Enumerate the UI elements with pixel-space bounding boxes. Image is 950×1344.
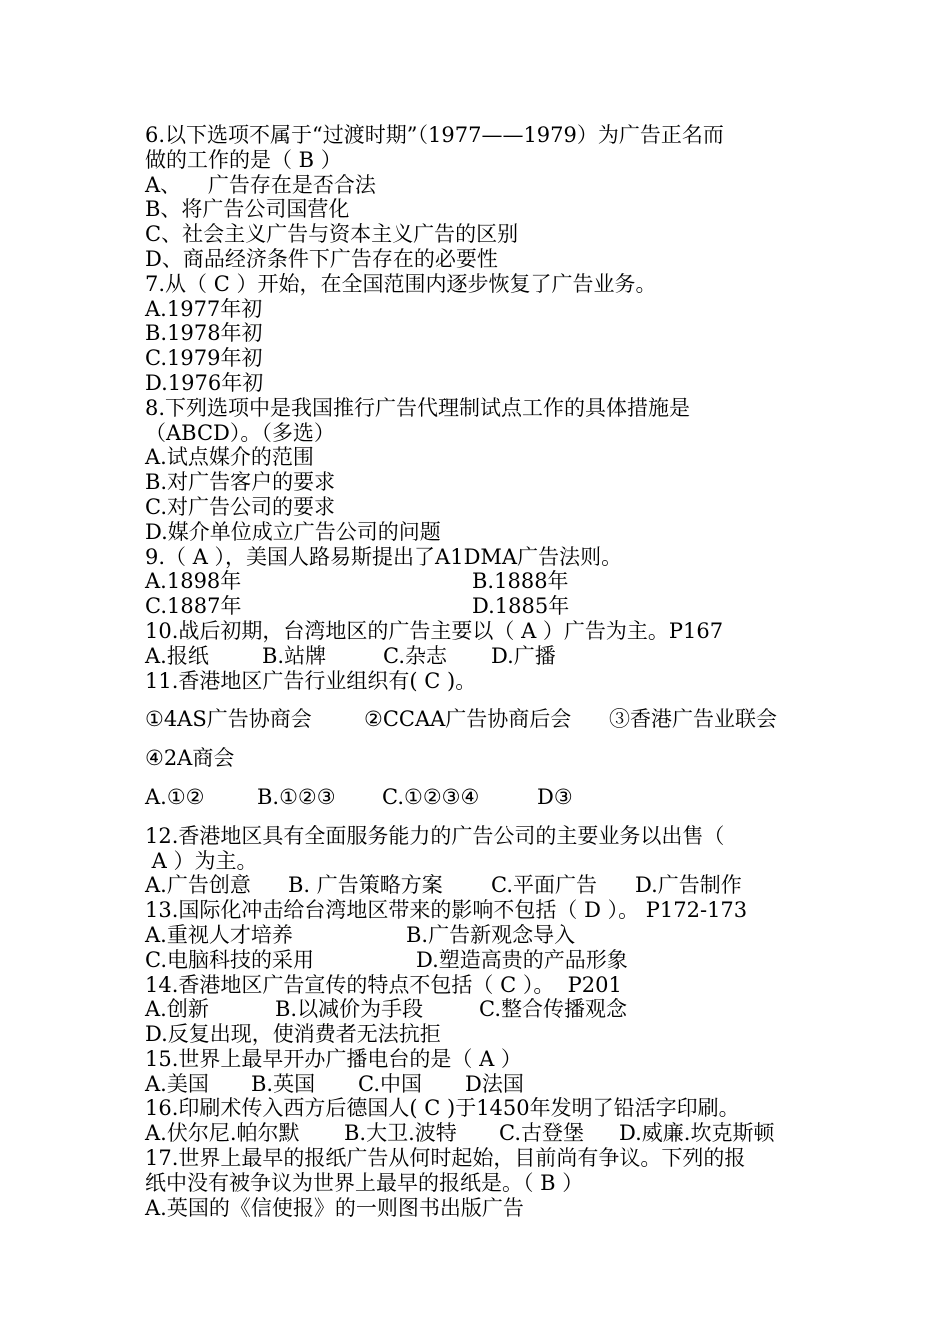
q16-option-b: B.大卫.波特: [344, 1121, 457, 1146]
q9-option-a: A.1898年: [145, 569, 242, 594]
spacer: [145, 693, 825, 707]
q8-option-b: B.对广告客户的要求: [145, 470, 336, 495]
q14-stem: 14.香港地区广告宣传的特点不包括（ C ）。 P201: [145, 972, 622, 997]
q13-options-row1: [145, 923, 825, 948]
q12-option-b: B. 广告策略方案: [288, 873, 443, 898]
q11-option-d: D③: [537, 784, 573, 809]
q11-items-row1: [145, 707, 825, 732]
q12-option-d: D.广告制作: [635, 873, 742, 898]
q16-stem: 16.印刷术传入西方后德国人( C )于1450年发明了铅活字印刷。: [145, 1096, 740, 1121]
q15-option-c: C.中国: [358, 1071, 422, 1096]
q13-option-b: B.广告新观念导入: [406, 922, 576, 947]
q6-option-c: C、社会主义广告与资本主义广告的区别: [145, 222, 519, 247]
q17-stem-line2: 纸中没有被争议为世界上最早的报纸是。（ B ）: [145, 1170, 584, 1195]
q12-stem-line1: 12.香港地区具有全面服务能力的广告公司的主要业务以出售（: [145, 823, 725, 848]
q12-option-c: C.平面广告: [491, 873, 597, 898]
q17-option-a: A.英国的《信使报》的一则图书出版广告: [145, 1195, 524, 1220]
q7-option-d: D.1976年初: [145, 370, 264, 395]
q11-item-3: ③香港广告业联会: [609, 707, 777, 732]
q9-options-row2: [145, 594, 825, 619]
q10-option-d: D.广播: [491, 643, 556, 668]
q15-options: [145, 1072, 825, 1097]
q13-option-d: D.塑造高贵的产品形象: [416, 947, 628, 972]
q10-option-c: C.杂志: [383, 643, 447, 668]
spacer: [145, 732, 825, 746]
q16-option-a: A.伏尔尼.帕尔默: [145, 1121, 300, 1146]
q15-option-d: D法国: [465, 1071, 524, 1096]
spacer: [145, 771, 825, 785]
q11-item-2: ②CCAA广告协商后会: [364, 707, 572, 732]
q13-stem: 13.国际化冲击给台湾地区带来的影响不包括（ D ）。 P172-173: [145, 898, 748, 923]
q7-option-c: C.1979年初: [145, 346, 263, 371]
q9-stem: 9.（ A ），美国人路易斯提出了A1DMA广告法则。: [145, 544, 623, 569]
q11-option-a: A.①②: [145, 784, 205, 809]
q7-stem: 7.从（ C ）开始，在全国范围内逐步恢复了广告业务。: [145, 271, 657, 296]
q14-option-c: C.整合传播观念: [479, 997, 627, 1022]
q15-option-b: B.英国: [251, 1071, 316, 1096]
q10-stem: 10.战后初期，台湾地区的广告主要以（ A ）广告为主。P167: [145, 618, 724, 643]
q16-options: [145, 1121, 825, 1146]
q15-option-a: A.美国: [145, 1071, 209, 1096]
q8-option-a: A.试点媒介的范围: [145, 445, 314, 470]
q7-option-a: A.1977年初: [145, 296, 263, 321]
spacer: [145, 810, 825, 824]
q13-option-a: A.重视人才培养: [145, 922, 293, 947]
q10-option-b: B.站牌: [262, 643, 327, 668]
q8-stem-line2: （ABCD）。（多选）: [145, 420, 335, 445]
q8-stem-line1: 8.下列选项中是我国推行广告代理制试点工作的具体措施是: [145, 395, 691, 420]
q10-option-a: A.报纸: [145, 643, 209, 668]
q14-option-a: A.创新: [145, 997, 209, 1022]
q12-options: [145, 873, 825, 898]
q9-option-c: C.1887年: [145, 594, 242, 619]
q9-options-row1: [145, 569, 825, 594]
q6-option-d: D、商品经济条件下广告存在的必要性: [145, 246, 498, 271]
q11-option-b: B.①②③: [257, 784, 336, 809]
q9-option-d: D.1885年: [472, 594, 570, 619]
q16-option-c: C.古登堡: [499, 1121, 584, 1146]
question-list: [145, 123, 825, 1220]
q15-stem: 15.世界上最早开办广播电台的是（ A ）: [145, 1046, 522, 1071]
q7-option-b: B.1978年初: [145, 321, 263, 346]
q12-stem-line2: A ）为主。: [145, 848, 258, 873]
q17-stem-line1: 17.世界上最早的报纸广告从何时起始，目前尚有争议。下列的报: [145, 1146, 746, 1171]
q8-option-d: D.媒介单位成立广告公司的问题: [145, 519, 441, 544]
q14-option-b: B.以减价为手段: [275, 997, 424, 1022]
q6-stem-line1: 6.以下选项不属于“过渡时期”（1977——1979）为广告正名而: [145, 123, 724, 147]
q11-item-4: ④2A商会: [145, 746, 235, 771]
q12-option-a: A.广告创意: [145, 873, 251, 898]
q9-option-b: B.1888年: [472, 569, 569, 594]
q11-item-1: ①4AS广告协商会: [145, 707, 312, 732]
q6-option-b: B、将广告公司国营化: [145, 197, 350, 222]
q11-options: [145, 785, 825, 810]
q8-option-c: C.对广告公司的要求: [145, 494, 335, 519]
q14-option-d: D.反复出现，使消费者无法抗拒: [145, 1022, 441, 1047]
q16-option-d: D.威廉.坎克斯顿: [619, 1121, 775, 1146]
q6-option-a: A、 广告存在是否合法: [145, 172, 376, 197]
q14-options-row1: [145, 997, 825, 1022]
q13-option-c: C.电脑科技的采用: [145, 947, 314, 972]
q6-stem-line2: 做的工作的是（ B ）: [145, 147, 342, 172]
q13-options-row2: [145, 948, 825, 973]
q10-options: [145, 644, 825, 669]
q11-stem: 11.香港地区广告行业组织有( C )。: [145, 668, 477, 693]
q11-option-c: C.①②③④: [382, 784, 480, 809]
